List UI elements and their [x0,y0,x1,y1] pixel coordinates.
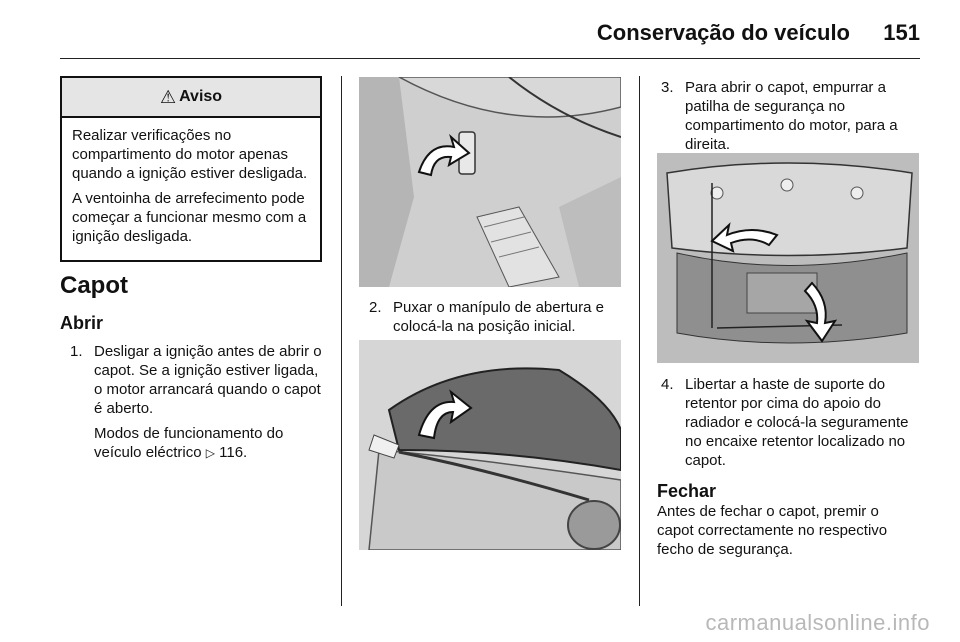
close-text: Antes de fechar o capot, premir o capot correctamente no respectivo fecho de segurança. [657,503,888,558]
engine-bay-illustration [657,153,919,363]
car-front-illustration [359,340,621,550]
figure-hood-exterior [359,340,621,550]
close-title: Fechar [657,481,717,501]
step-number: 3. [661,79,674,96]
column-divider-left [341,76,342,606]
warning-body [62,118,320,260]
figure-hood-release-lever [359,77,621,287]
warning-triangle-icon: ⚠ [159,86,177,107]
step-text: Para abrir o capot, empurrar a patilha de segurança no compartimento do motor, para a direita. [685,79,898,153]
lever-illustration [359,77,621,287]
step-text: Desligar a ignição antes de abrir o capot. Se a ignição estiver ligada, o motor arrancará quando o capot é aberto. [94,343,322,417]
step-note [94,424,326,463]
header-rule [60,58,920,59]
warning-header [62,78,320,118]
figure-engine-compartment [657,153,919,363]
warning-paragraph: A ventoinha de arrefecimento pode começar a funcionar mesmo com a ignição desligada. [72,190,307,245]
page-number: 151 [883,20,920,45]
step-1 [70,342,326,463]
step-note-ref[interactable]: 116. [219,444,248,461]
step-text: Puxar o manípulo de abertura e colocá-la na posição inicial. [393,299,604,335]
page-reference-icon: ▷ [205,446,215,460]
step-number: 1. [70,343,83,360]
step-text: Libertar a haste de suporte do retentor por cima do apoio do radiador e colocá-la seguramente no encaixe retentor localizado no capot. [685,376,909,469]
step-note-text: Modos de funcionamento do veículo eléctrico [94,425,284,461]
warning-paragraph: Realizar verificações no compartimento do motor apenas quando a ignição estiver desligada. [72,127,308,182]
step-3 [661,78,919,154]
header-title: Conservação do veículo [596,20,850,45]
column-divider-right [639,76,640,606]
step-4 [661,375,923,470]
warning-title: Aviso [179,88,223,105]
step-2 [369,298,619,336]
section-title: Capot [60,272,128,299]
subsection-title: Abrir [60,313,104,333]
step-number: 2. [369,299,382,316]
step-number: 4. [661,376,674,393]
warning-box [60,76,322,262]
watermark: carmanualsonline.info [705,610,930,635]
